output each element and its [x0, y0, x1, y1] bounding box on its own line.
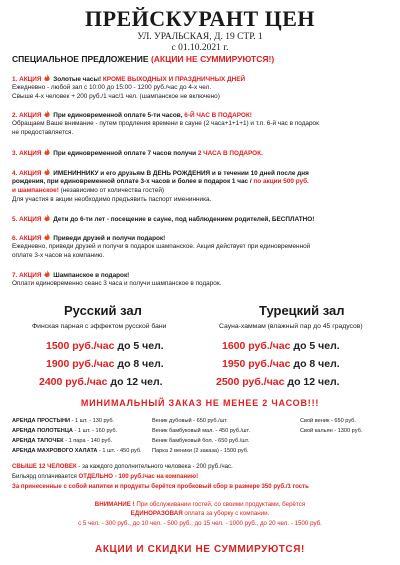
promo-1-head — [12, 74, 245, 84]
page-title: ПРЕЙСКУРАНТ ЦЕН — [84, 6, 316, 31]
final-notice: АКЦИИ И СКИДКИ НЕ СУММИРУЮТСЯ! — [95, 544, 305, 555]
price-cond: до 5 чел. — [293, 340, 340, 352]
price-row — [46, 340, 164, 352]
broom-item: Веник бамбуковый бол. - 650 руб./шт. — [152, 438, 250, 444]
promo-number: 4. — [12, 170, 18, 177]
promo-2-line2: не предоставляется. — [12, 129, 74, 136]
promo-title-red: КРОМЕ ВЫХОДНЫХ И ПРАЗДНИЧНЫХ ДНЕЙ — [102, 76, 246, 83]
billiard-note — [12, 472, 198, 481]
address-line: УЛ. УРАЛЬСКАЯ, Д. 19 СТР. 1 — [137, 32, 263, 42]
attention-text: При обслуживании гостей, со своими продуктами, берётся — [136, 501, 306, 508]
billiard-text: Бильярд оплачивается — [12, 473, 77, 480]
hall-turkish-title: Турецкий зал — [259, 303, 345, 318]
special-offer-heading — [12, 55, 274, 63]
promo-5-head — [12, 214, 314, 224]
promo-text-red: по акции 500 руб. — [253, 178, 309, 185]
promo-text-bold: рождения, при единовременной оплате 3-х часов и более в подарок 1 час / — [12, 178, 252, 185]
extra-item: Свой веник - 650 руб. — [300, 418, 356, 424]
cleaning-text: оплата за уборку с компании. — [184, 510, 270, 517]
promo-2-line1: Обращаем Ваше внимание - путем продления времени в сауне (2 часа+1+1+1) и т.п. 6-й час в подарок — [12, 120, 319, 127]
special-note: (АКЦИИ НЕ СУММИРУЮТСЯ!) — [150, 54, 275, 64]
promo-6-head — [12, 233, 165, 243]
promo-7-line1: Оплати единовременно сеанс 3 часа и получи шампанское в подарок. — [12, 280, 222, 287]
promo-title-red: 6-Й ЧАС В ПОДАРОК! — [184, 112, 252, 119]
cleaning-tiers: с 5 чел. - 300 руб., до 10 чел. - 500 руб., до 15 чел. - 1000 руб., до 20 чел. - 1500 руб. — [78, 520, 322, 527]
promo-title: Дети до 6-ти лет - посещение в сауне, под наблюдением родителей, БЕСПЛАТНО! — [53, 216, 315, 223]
promo-title: ИМЕНИННИКУ и его друзьям В ДЕНЬ РОЖДЕНИЯ и в течении 10 дней после дня — [53, 170, 309, 177]
extras-list — [300, 416, 362, 436]
promo-title: Приведи друзей и получи подарок! — [53, 235, 166, 242]
promo-title: При единовременной оплате 7 часов получи — [53, 150, 197, 157]
rental-price: - 1 пара - 140 руб. — [65, 438, 113, 444]
cork-fee-note: За принесенные с собой напитки и продукты берётся пробковый сбор в размере 350 руб./1 гость — [12, 483, 309, 490]
promo-number: 3. — [12, 150, 18, 157]
rental-name: АРЕНДА ПОЛОТЕНЦА — [12, 428, 73, 434]
rental-price: - 1 шт. - 130 руб. — [71, 418, 115, 424]
price-cond: до 8 чел. — [117, 358, 164, 370]
promo-number: 6. — [12, 235, 18, 242]
promo-4-line2 — [12, 187, 164, 195]
promo-6-line1: Ежедневно, приведи друзей и получи в подарок шампанское. Акция действует при единовременной — [12, 243, 311, 250]
flame-icon — [44, 110, 50, 118]
promo-word: АКЦИЯ — [19, 235, 42, 242]
price-row — [39, 376, 163, 388]
hall-turkish-desc: Сауна-хаммам (влажный пар до 45 градусов) — [219, 323, 363, 330]
price-value: 1600 руб./час — [222, 340, 291, 352]
rental-name: АРЕНДА ТАПОЧЕК — [12, 438, 64, 444]
min-order-notice: МИНИМАЛЬНЫЙ ЗАКАЗ НЕ МЕНЕЕ 2 ЧАСОВ!!! — [80, 398, 320, 408]
flame-icon — [44, 214, 50, 222]
brooms-list — [152, 416, 250, 456]
promo-4-line3: Для участия в акции необходимо предъявить паспорт именинника. — [12, 196, 212, 203]
promo-title: Золотые часы! — [53, 76, 102, 83]
price-value: 2500 руб./час — [216, 376, 285, 388]
rental-item — [12, 426, 142, 436]
promo-number: 5. — [12, 216, 18, 223]
cleaning-label: ЕДИНОРАЗОВАЯ — [130, 510, 183, 517]
date-line: с 01.10.2021 г. — [171, 43, 229, 53]
price-row — [46, 358, 164, 370]
promo-4-head — [12, 168, 309, 178]
promo-text-red: и шампанское! — [12, 187, 59, 194]
cleaning-note — [0, 509, 400, 518]
price-value: 2400 руб./час — [39, 376, 108, 388]
promo-title: Шампанское в подарок! — [53, 272, 130, 279]
rental-name: АРЕНДА ПРОСТЫНИ — [12, 418, 71, 424]
price-row — [222, 340, 340, 352]
promo-6-line2: оплате 3-х часов на компанию. — [12, 252, 105, 259]
broom-item: Веник бамбуковый мал. - 450 руб./шт. — [152, 428, 251, 434]
rental-item — [12, 416, 142, 426]
rentals-list — [12, 416, 142, 456]
promo-3-head — [12, 148, 263, 158]
special-label: СПЕЦИАЛЬНОЕ ПРЕДЛОЖЕНИЕ — [12, 54, 149, 64]
promo-number: 7. — [12, 272, 18, 279]
rental-item — [12, 436, 142, 446]
promo-word: АКЦИЯ — [19, 76, 42, 83]
flame-icon — [44, 74, 50, 82]
rental-price: - 1 шт. - 450 руб. — [99, 448, 142, 454]
attention-note — [0, 500, 400, 509]
price-cond: до 5 чел. — [117, 340, 164, 352]
promo-2-head — [12, 110, 252, 120]
extra-person-text: - за каждого дополнительного человека - 200 руб./час. — [78, 463, 233, 470]
address — [0, 32, 400, 54]
extra-item: Свой кальян - 1300 руб. — [300, 428, 363, 434]
broom-item: Парка 2 веники (2 заказа) - 1500 руб. — [152, 448, 249, 454]
promo-word: АКЦИЯ — [19, 216, 42, 223]
promo-title: При единовременной оплате 5-ти часов, — [53, 112, 183, 119]
promo-title-red: 2 ЧАСА В ПОДАРОК. — [197, 150, 263, 157]
broom-item: Веник дубовый - 650 руб./шт. — [152, 418, 228, 424]
extra-person-note — [12, 462, 233, 471]
rental-item — [12, 446, 142, 456]
rental-price: - 1 шт. - 160 руб. — [74, 428, 118, 434]
promo-number: 2. — [12, 112, 18, 119]
promo-word: АКЦИЯ — [19, 112, 42, 119]
price-value: 1500 руб./час — [46, 340, 115, 352]
promo-number: 1. — [12, 76, 18, 83]
price-cond: до 12 чел. — [287, 376, 340, 388]
flame-icon — [44, 270, 50, 278]
flame-icon — [44, 148, 50, 156]
hall-russian-desc: Финская парная с эффектом русской бани — [32, 323, 167, 330]
extra-person-label: СВЫШЕ 12 ЧЕЛОВЕК — [12, 463, 77, 470]
promo-7-head — [12, 270, 129, 280]
promo-1-line2: Свыше 4-х человек + 200 руб./1 час/1 чел. (шампанское не включено) — [12, 93, 220, 100]
promo-text: (независимо от количества гостей) — [60, 187, 165, 194]
price-cond: до 12 чел. — [110, 376, 163, 388]
price-value: 1950 руб./час — [222, 358, 291, 370]
price-cond: до 8 чел. — [293, 358, 340, 370]
rental-name: АРЕНДА МАХРОВОГО ХАЛАТА — [12, 448, 98, 454]
promo-word: АКЦИЯ — [19, 150, 42, 157]
billiard-price: ОТДЕЛЬНО - 100 руб./час на компанию! — [78, 473, 199, 480]
attention-label: ВНИМАНИЕ ! — [94, 501, 135, 508]
price-row — [222, 358, 340, 370]
promo-1-line1: Ежедневно - любой зал с 10:00 до 15:00 - 1200 руб./час до 4-х чел. — [12, 84, 212, 91]
promo-word: АКЦИЯ — [19, 170, 42, 177]
price-value: 1900 руб./час — [46, 358, 115, 370]
flame-icon — [44, 168, 50, 176]
promo-word: АКЦИЯ — [19, 272, 42, 279]
hall-russian-title: Русский зал — [64, 303, 142, 318]
promo-4-line1 — [12, 178, 309, 186]
flame-icon — [44, 233, 50, 241]
price-row — [216, 376, 340, 388]
